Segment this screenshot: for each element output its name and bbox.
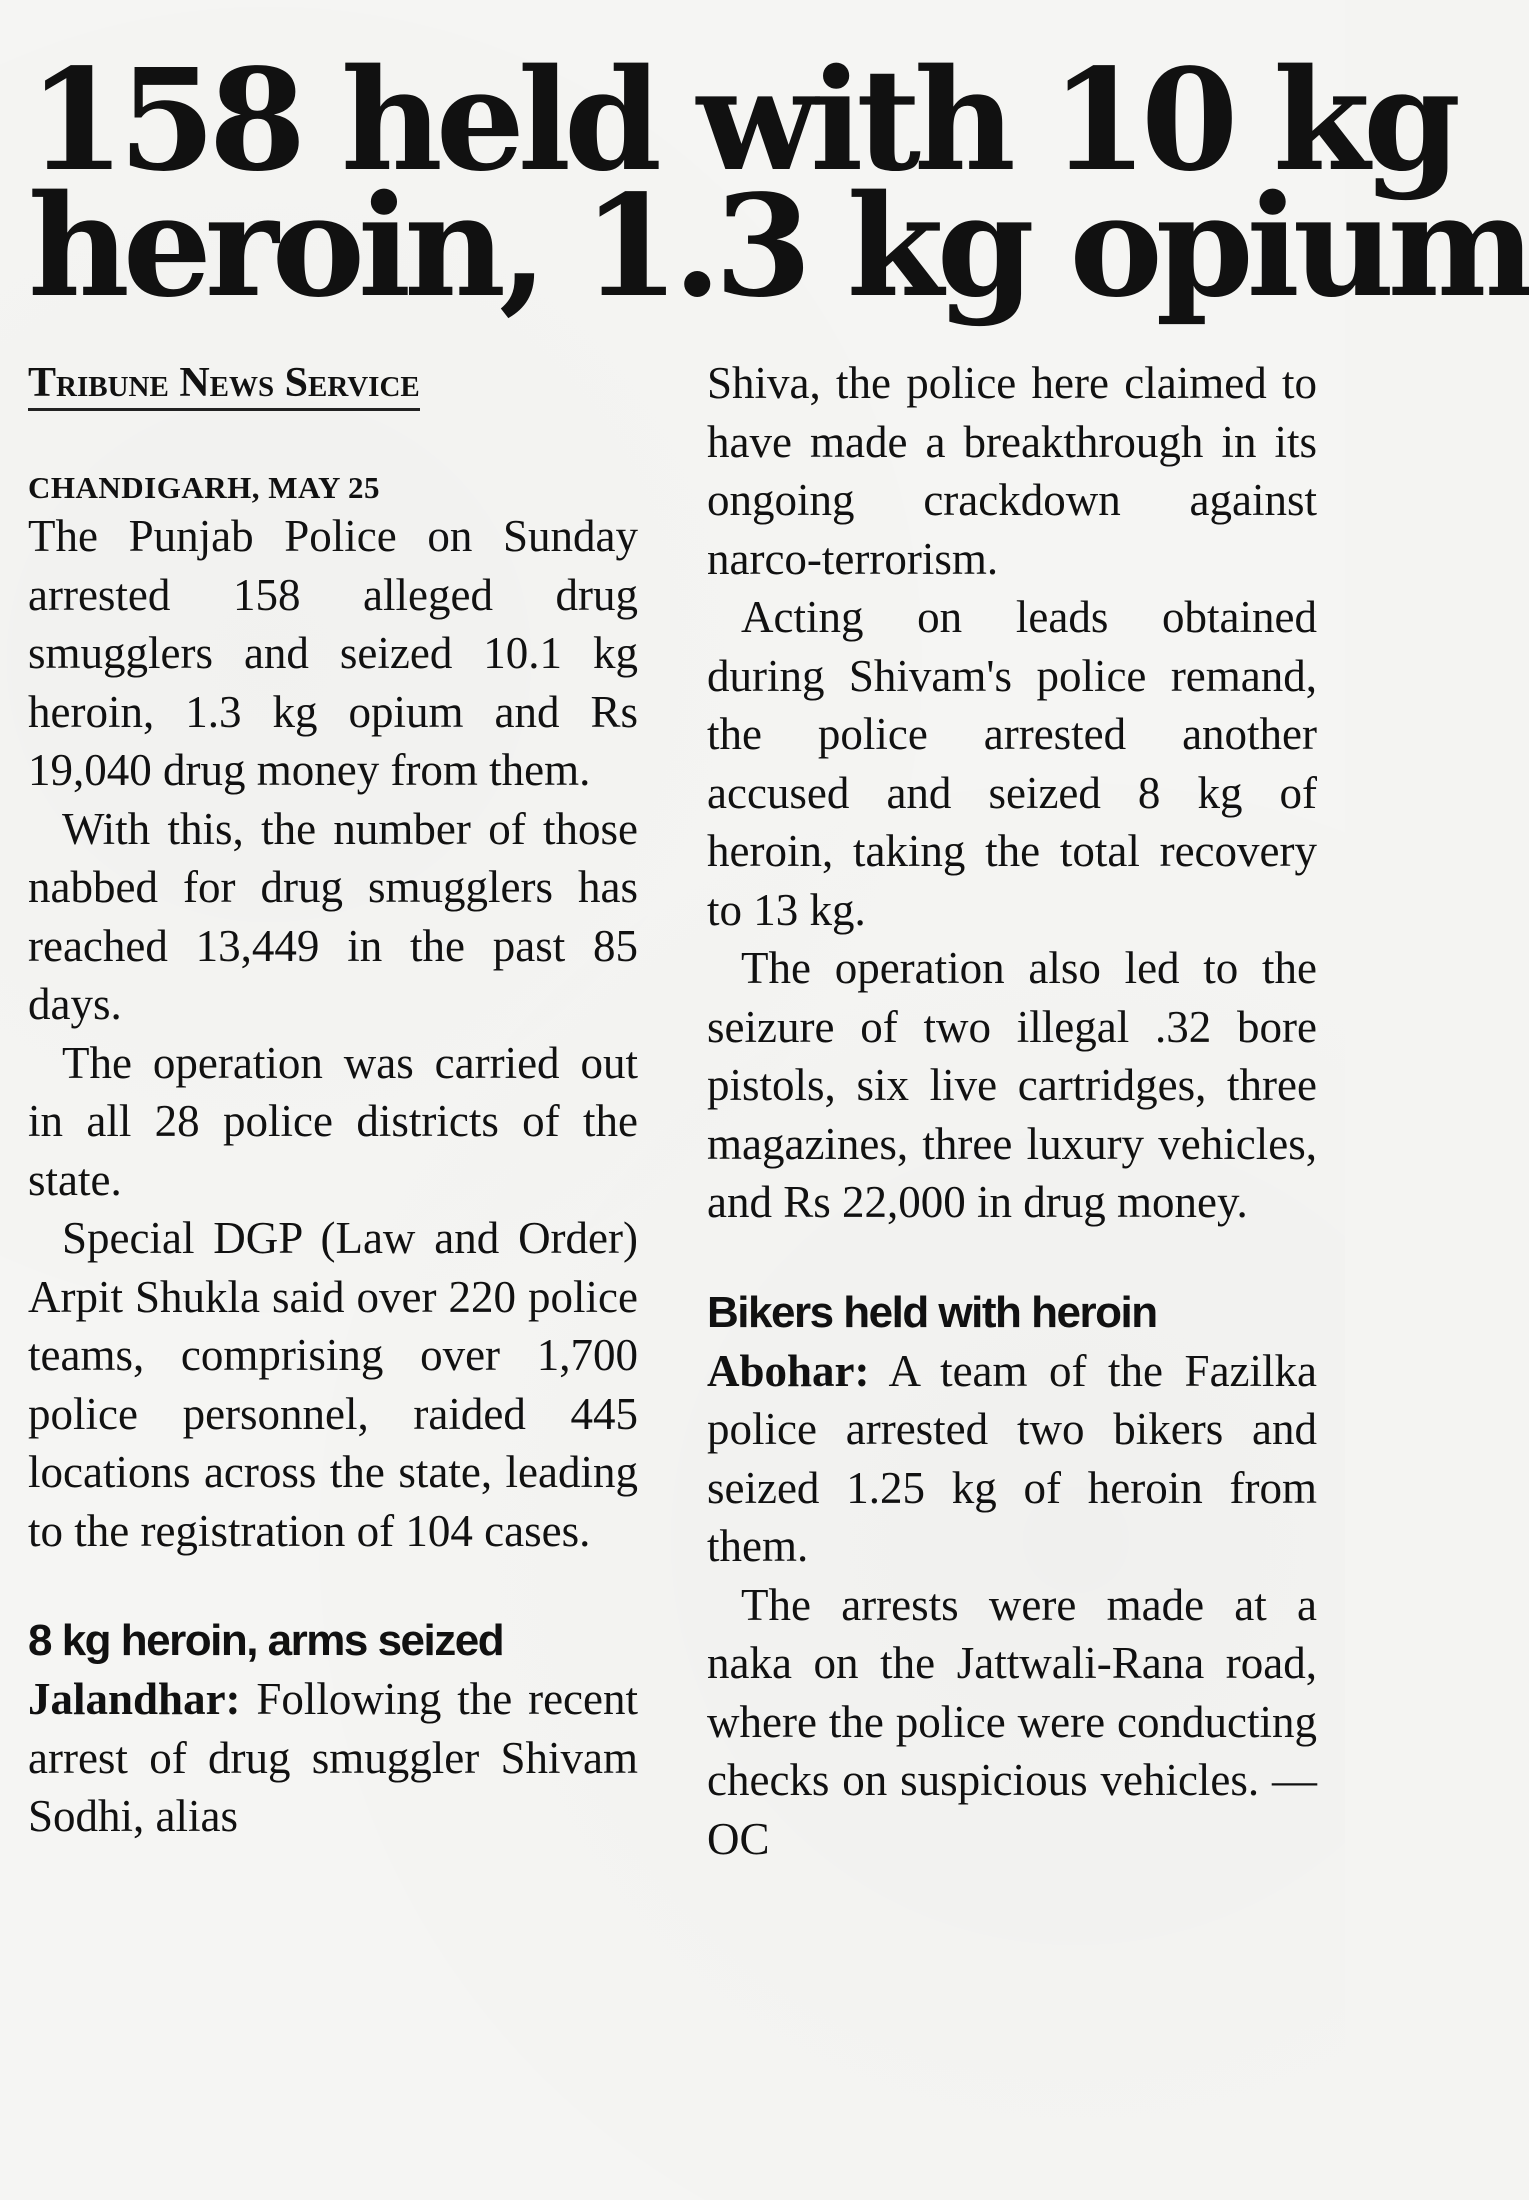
paragraph-1: The Punjab Police on Sunday arrested 158 alleged drug smugglers and seized 10.1 kg heroin, 1.3 kg opium and Rs 19,040 drug money from them. xyxy=(28,511,638,795)
paragraph-2: With this, the number of those nabbed for drug smugglers has reached 13,449 in the past 85 days. xyxy=(28,803,638,1029)
column-left xyxy=(28,354,638,1868)
headline-line-2: heroin, 1.3 kg opium xyxy=(28,165,1529,329)
paragraph-3: The operation was carried out in all 28 police districts of the state. xyxy=(28,1037,638,1205)
headline xyxy=(28,39,1529,329)
paragraph-4: Special DGP (Law and Order) Arpit Shukla said over 220 police teams, comprising over 1,700 police personnel, raided 445 locations across the state, leading to the registration of 104 cases. xyxy=(28,1213,638,1556)
paragraph-jalandhar-3: The operation also led to the seizure of two illegal .32 bore pistols, six live cartridges, three magazines, three luxury vehicles, and Rs 22,000 in drug money. xyxy=(707,943,1317,1227)
paragraph-jalandhar-cont: Shiva, the police here claimed to have made a breakthrough in its ongoing crackdown against narco-terrorism. xyxy=(707,358,1317,584)
byline: Tribune News Service xyxy=(28,360,420,411)
subhead-abohar: Bikers held with heroin xyxy=(707,1287,1157,1337)
paragraph-jalandhar-2: Acting on leads obtained during Shivam's police remand, the police arrested another accused and seized 8 kg of heroin, taking the total recovery to 13 kg. xyxy=(707,592,1317,935)
paragraph-abohar-1 xyxy=(707,1342,1317,1576)
abohar-text: A team of the Fazilka police arrested two bikers and seized 1.25 kg of heroin from them. xyxy=(707,1345,1317,1571)
dateline: CHANDIGARH, MAY 25 xyxy=(28,470,381,505)
paragraph-jalandhar-1 xyxy=(28,1670,638,1846)
lead-in-abohar: Abohar: xyxy=(707,1345,870,1396)
headline-line-1: 158 held with 10 kg xyxy=(28,39,1455,203)
jalandhar-text-col1: Following the recent arrest of drug smuggler Shivam Sodhi, alias xyxy=(28,1674,638,1841)
column-right xyxy=(707,354,1317,1868)
lead-in-jalandhar: Jalandhar: xyxy=(28,1674,241,1724)
paragraph-abohar-2: The arrests were made at a naka on the Jattwali-Rana road, where the police were conducting checks on suspicious vehicles. — OC xyxy=(707,1579,1317,1864)
subhead-jalandhar: 8 kg heroin, arms seized xyxy=(28,1616,504,1665)
article-columns xyxy=(28,354,1317,1868)
